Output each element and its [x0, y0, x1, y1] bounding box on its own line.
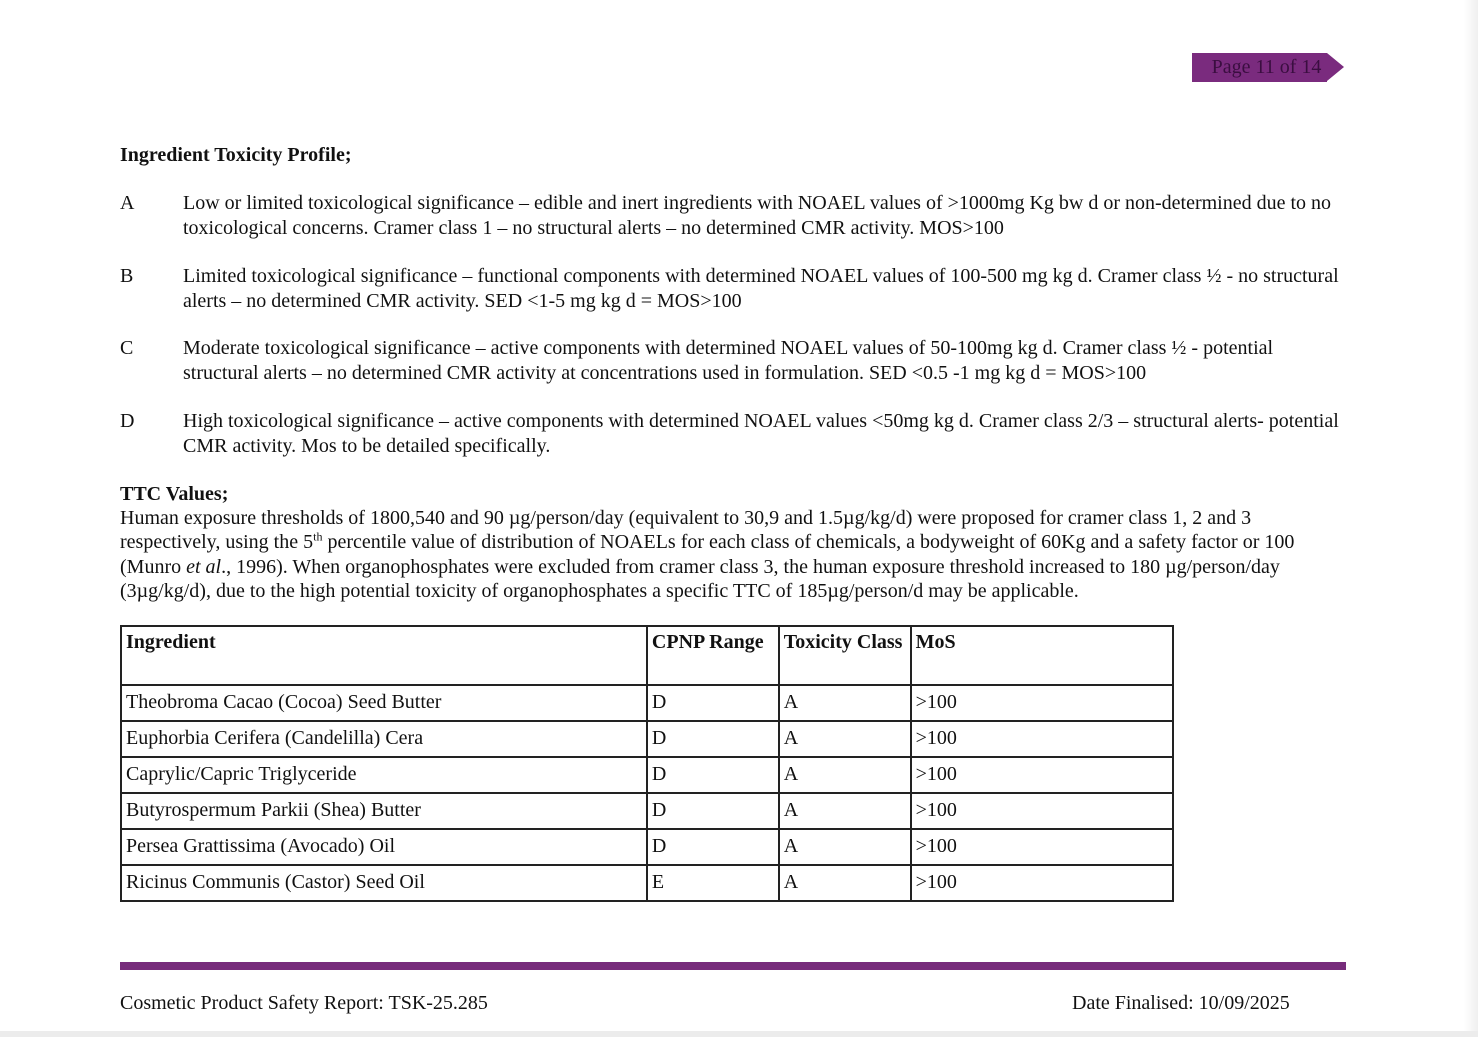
- toxicity-profile-heading: Ingredient Toxicity Profile;: [120, 144, 352, 166]
- table-row: [121, 757, 1173, 793]
- cell-ingredient: Caprylic/Capric Triglyceride: [121, 757, 647, 793]
- table-header-row: [121, 626, 1173, 685]
- footer-report-id: Cosmetic Product Safety Report: TSK-25.285: [120, 992, 488, 1014]
- cell-toxicity: A: [779, 829, 911, 865]
- ttc-heading: TTC Values;: [120, 483, 229, 505]
- cell-cpnp: D: [647, 793, 779, 829]
- grade-item-a: [120, 191, 1348, 240]
- header-ingredient: Ingredient: [121, 626, 647, 685]
- cell-mos: >100: [911, 757, 1173, 793]
- page-indicator: Page 11 of 14: [1192, 53, 1327, 82]
- grade-description: Low or limited toxicological significance – edible and inert ingredients with NOAEL values of >1000mg Kg bw d or non-determined due to no toxicological concerns. Cramer class 1 – no structural alerts – no determined CMR activity. MOS>100: [183, 192, 1332, 239]
- ttc-superscript: th: [313, 529, 323, 544]
- cell-ingredient: Theobroma Cacao (Cocoa) Seed Butter: [121, 685, 647, 721]
- cell-mos: >100: [911, 793, 1173, 829]
- cell-ingredient: Euphorbia Cerifera (Candelilla) Cera: [121, 721, 647, 757]
- ttc-citation-italic: et al: [186, 555, 222, 578]
- cell-toxicity: A: [779, 757, 911, 793]
- table-row: [121, 793, 1173, 829]
- ingredient-toxicity-table: [120, 625, 1174, 902]
- table-row: [121, 829, 1173, 865]
- cell-cpnp: D: [647, 685, 779, 721]
- ttc-text-part: Human exposure thresholds of 1800,540 and 90 µg/person/day (equivalent to 30,9 and 1.5µg/kg/d) were proposed for cramer class 1, 2 and 3 respectively, using the 5: [120, 507, 1252, 554]
- grade-letter: D: [120, 410, 135, 432]
- header-cpnp-range: CPNP Range: [647, 626, 779, 685]
- cell-toxicity: A: [779, 721, 911, 757]
- cell-cpnp: D: [647, 829, 779, 865]
- cell-mos: >100: [911, 721, 1173, 757]
- cell-cpnp: D: [647, 721, 779, 757]
- page-bottom-edge: [0, 1031, 1478, 1037]
- cell-ingredient: Butyrospermum Parkii (Shea) Butter: [121, 793, 647, 829]
- footer-divider: [120, 962, 1346, 970]
- grade-description: Limited toxicological significance – functional components with determined NOAEL values of 100-500 mg kg d. Cramer class ½ - no structural alerts – no determined CMR activity. SED <1-5 mg kg d = MOS>100: [183, 265, 1339, 312]
- grade-description: High toxicological significance – active components with determined NOAEL values <50mg kg d. Cramer class 2/3 – structural alerts- potential CMR activity. Mos to be detailed specifically.: [183, 410, 1339, 457]
- grade-item-d: [120, 409, 1348, 458]
- table-row: [121, 721, 1173, 757]
- ttc-text-part: ., 1996). When organophosphates were excluded from cramer class 3, the human exposure threshold increased to 180 µg/person/day (3µg/kg/d), due to the high potential toxicity of organophosphates a specific TTC of 185µg/person/d may be applicable.: [120, 555, 1280, 602]
- ttc-text-part: percentile value of distribution of NOAELs for each class of chemicals, a bodyweight of 60Kg and a safety factor or 100 (Munro: [120, 531, 1295, 578]
- grade-item-c: [120, 336, 1348, 385]
- cell-mos: >100: [911, 829, 1173, 865]
- cell-toxicity: A: [779, 865, 911, 901]
- cell-toxicity: A: [779, 685, 911, 721]
- footer-date-finalised: Date Finalised: 10/09/2025: [1072, 992, 1290, 1014]
- grade-item-b: [120, 264, 1348, 313]
- header-toxicity-class: Toxicity Class: [779, 626, 911, 685]
- cell-ingredient: Ricinus Communis (Castor) Seed Oil: [121, 865, 647, 901]
- cell-ingredient: Persea Grattissima (Avocado) Oil: [121, 829, 647, 865]
- grade-letter: B: [120, 265, 134, 287]
- page-edge-shadow: [1464, 0, 1478, 1037]
- cell-toxicity: A: [779, 793, 911, 829]
- grade-letter: C: [120, 337, 134, 359]
- cell-cpnp: D: [647, 757, 779, 793]
- cell-mos: >100: [911, 685, 1173, 721]
- table-row: [121, 865, 1173, 901]
- grade-letter: A: [120, 192, 135, 214]
- cell-mos: >100: [911, 865, 1173, 901]
- cell-cpnp: E: [647, 865, 779, 901]
- ttc-paragraph: [120, 506, 1345, 603]
- grade-description: Moderate toxicological significance – active components with determined NOAEL values of 50-100mg kg d. Cramer class ½ - potential structural alerts – no determined CMR activity at concentrations used in formulation. SED <0.5 -1 mg kg d = MOS>100: [183, 337, 1274, 384]
- header-mos: MoS: [911, 626, 1173, 685]
- table-row: [121, 685, 1173, 721]
